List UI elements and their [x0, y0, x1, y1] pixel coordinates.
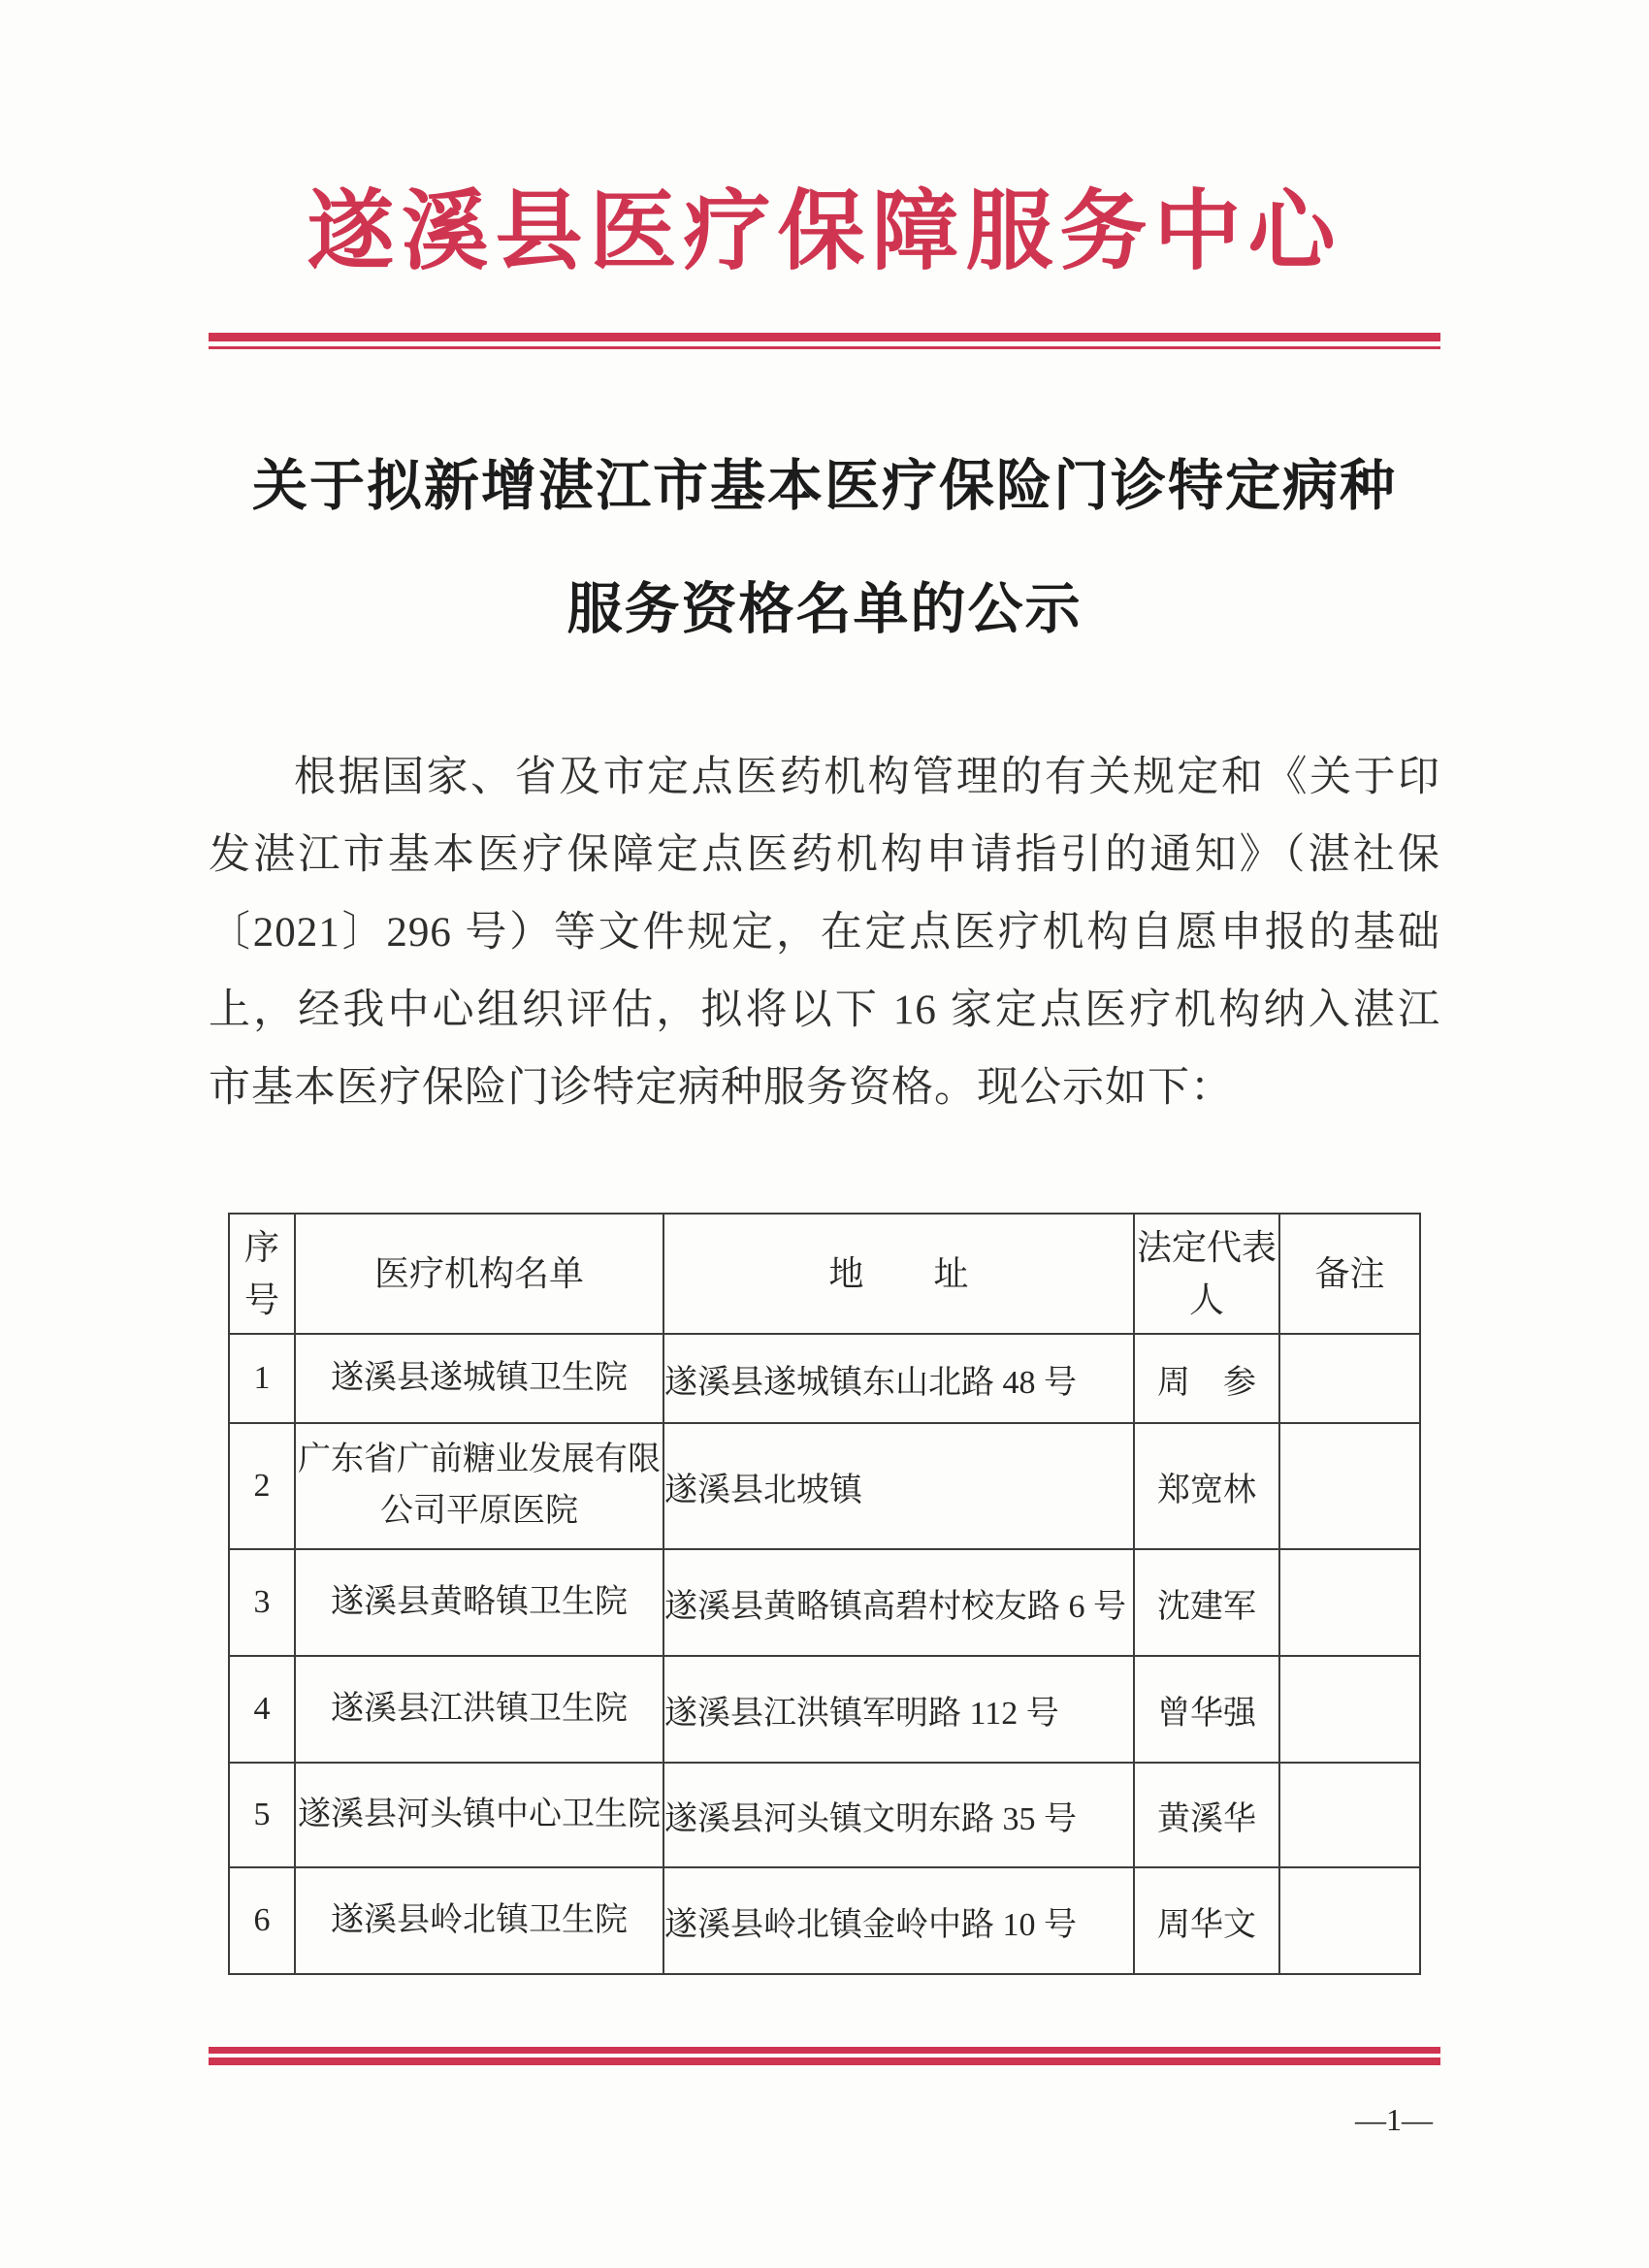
cell-name: 广东省广前糖业发展有限公司平原医院 [295, 1423, 663, 1549]
table-header-row [229, 1214, 1420, 1334]
table-row [229, 1549, 1420, 1656]
table-row [229, 1867, 1420, 1974]
cell-index: 5 [229, 1763, 295, 1867]
masthead-title: 遂溪县医疗保障服务中心 [307, 184, 1342, 280]
cell-name: 遂溪县岭北镇卫生院 [295, 1867, 663, 1974]
cell-name: 遂溪县遂城镇卫生院 [295, 1334, 663, 1423]
cell-name: 遂溪县河头镇中心卫生院 [295, 1763, 663, 1867]
header-double-rule [209, 333, 1440, 349]
cell-representative: 黄溪华 [1134, 1763, 1279, 1867]
table-row [229, 1423, 1420, 1549]
table-row [229, 1763, 1420, 1867]
footer-double-rule [209, 2047, 1440, 2065]
cell-representative: 曾华强 [1134, 1656, 1279, 1763]
rule-thin-line [209, 346, 1440, 349]
table-row [229, 1334, 1420, 1423]
cell-index: 6 [229, 1867, 295, 1974]
header-representative: 法定代表人 [1134, 1214, 1279, 1334]
cell-index: 3 [229, 1549, 295, 1656]
footer-rule-bottom [209, 2057, 1440, 2065]
cell-index: 4 [229, 1656, 295, 1763]
document-title-line-1: 关于拟新增湛江市基本医疗保险门诊特定病种 [252, 456, 1397, 517]
cell-address: 遂溪县岭北镇金岭中路 10 号 [663, 1867, 1134, 1974]
cell-representative: 周 参 [1134, 1334, 1279, 1423]
cell-remarks [1279, 1549, 1420, 1656]
cell-representative: 沈建军 [1134, 1549, 1279, 1656]
cell-remarks [1279, 1334, 1420, 1423]
header-name: 医疗机构名单 [295, 1214, 663, 1334]
cell-name: 遂溪县江洪镇卫生院 [295, 1656, 663, 1763]
body-paragraph [209, 739, 1440, 1127]
footer-rule-top [209, 2047, 1440, 2054]
document-title [209, 425, 1440, 671]
body-line: 市基本医疗保险门诊特定病种服务资格。现公示如下： [209, 1065, 1233, 1111]
document-title-line-2: 服务资格名单的公示 [566, 579, 1083, 640]
cell-name: 遂溪县黄略镇卫生院 [295, 1549, 663, 1656]
cell-remarks [1279, 1423, 1420, 1549]
body-line: 〔2021〕296 号）等文件规定，在定点医疗机构自愿申报的基础 [209, 910, 1440, 956]
cell-representative: 郑宽林 [1134, 1423, 1279, 1549]
cell-address: 遂溪县河头镇文明东路 35 号 [663, 1763, 1134, 1867]
cell-address: 遂溪县遂城镇东山北路 48 号 [663, 1334, 1134, 1423]
header-address: 地 址 [663, 1214, 1134, 1334]
body-line: 发湛江市基本医疗保障定点医药机构申请指引的通知》（湛社保 [209, 832, 1440, 878]
body-line: 根据国家、省及市定点医药机构管理的有关规定和《关于印 [294, 755, 1440, 800]
cell-index: 2 [229, 1423, 295, 1549]
rule-thick-line [209, 333, 1440, 341]
header-remarks: 备注 [1279, 1214, 1420, 1334]
cell-address: 遂溪县北坡镇 [663, 1423, 1134, 1549]
cell-remarks [1279, 1867, 1420, 1974]
institutions-table [228, 1213, 1421, 1975]
cell-remarks [1279, 1763, 1420, 1867]
page-number: —1— [1355, 2102, 1433, 2137]
document-content [209, 0, 1440, 2138]
body-line: 上，经我中心组织评估，拟将以下 16 家定点医疗机构纳入湛江 [209, 988, 1440, 1033]
cell-remarks [1279, 1656, 1420, 1763]
cell-address: 遂溪县江洪镇军明路 112 号 [663, 1656, 1134, 1763]
cell-representative: 周华文 [1134, 1867, 1279, 1974]
cell-index: 1 [229, 1334, 295, 1423]
cell-address: 遂溪县黄略镇高碧村校友路 6 号 [663, 1549, 1134, 1656]
header-index: 序号 [229, 1214, 295, 1334]
table-row [229, 1656, 1420, 1763]
